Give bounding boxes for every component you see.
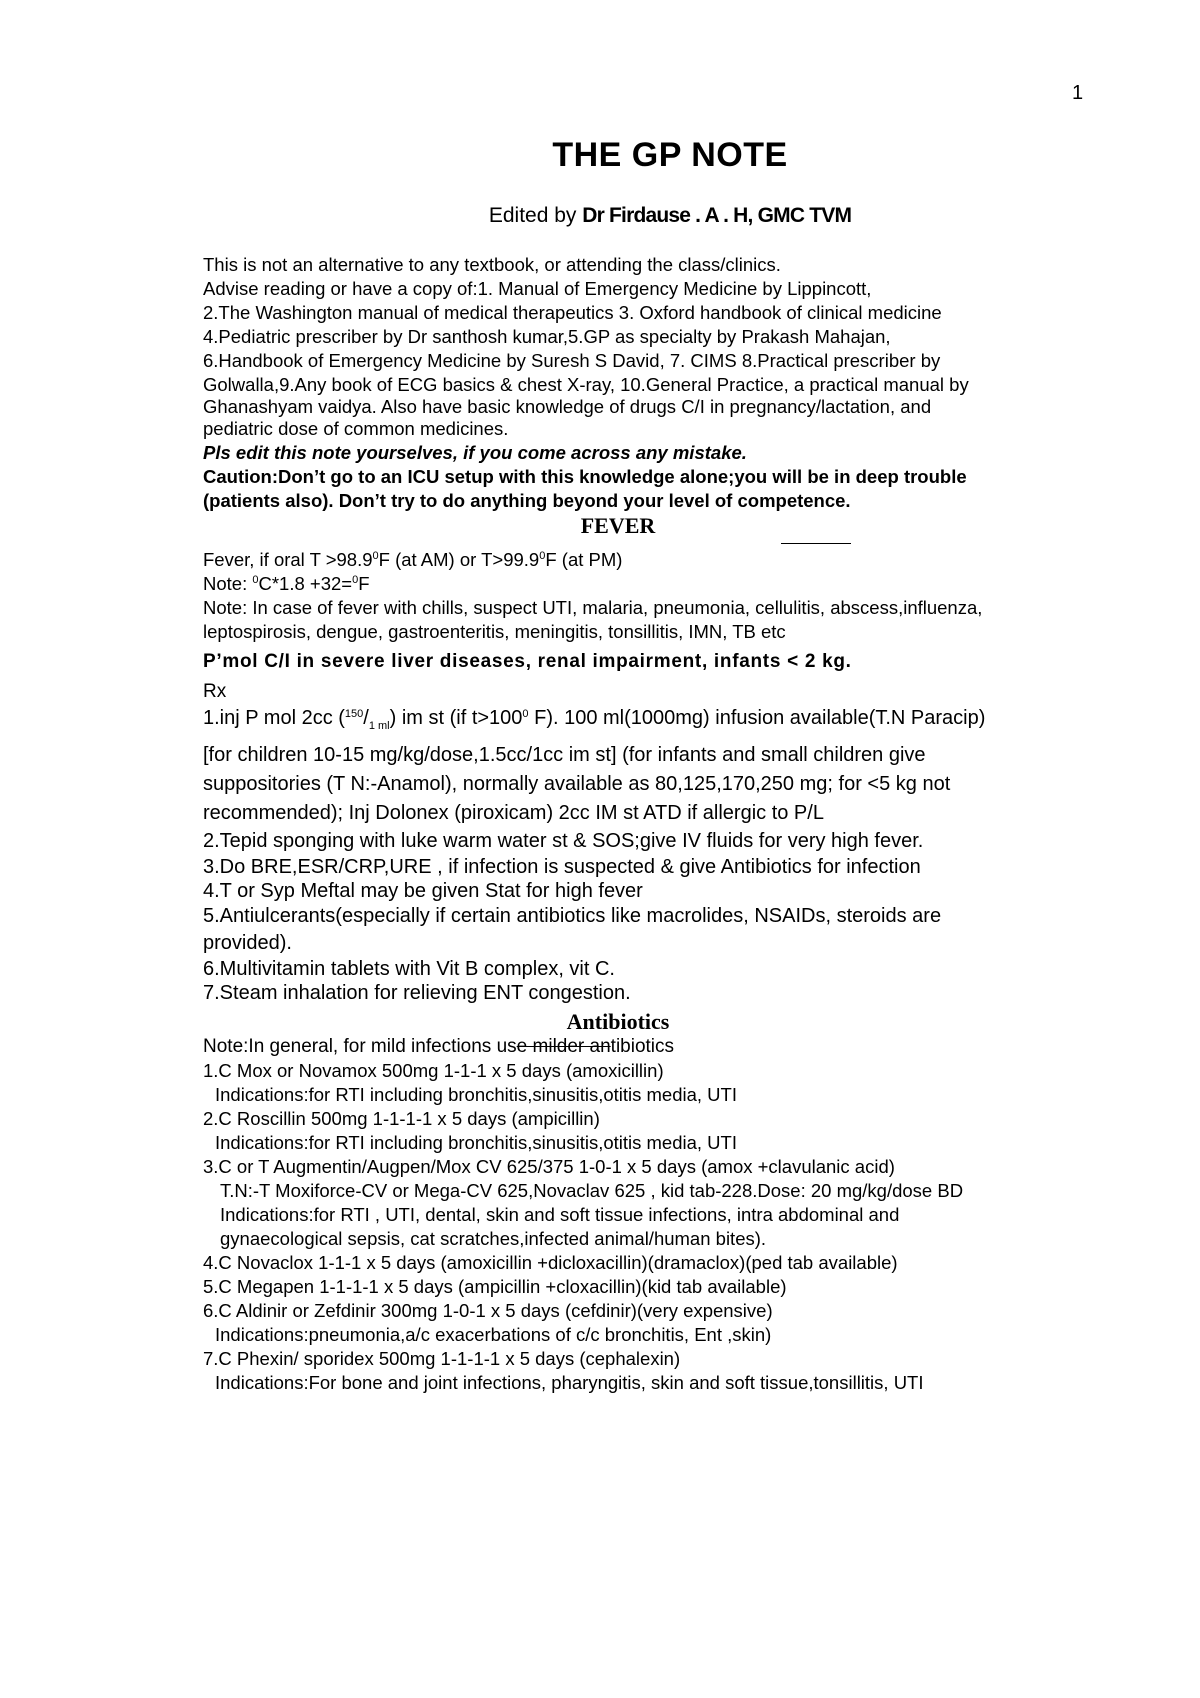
intro-line: 2.The Washington manual of medical therapeutics 3. Oxford handbook of clinical medicine: [203, 302, 942, 323]
treatment-item: 6.Multivitamin tablets with Vit B complex, vit C.: [203, 958, 615, 980]
fever-note-line: leptospirosis, dengue, gastroenteritis, meningitis, tonsillitis, IMN, TB etc: [203, 621, 786, 642]
page-number: 1: [1072, 82, 1084, 104]
intro-line: Ghanashyam vaidya. Also have basic knowledge of drugs C/I in pregnancy/lactation, and: [203, 396, 932, 417]
antibiotic-detail: Indications:for RTI , UTI, dental, skin and soft tissue infections, intra abdominal and: [220, 1204, 900, 1225]
editor-name: Dr Firdause . A . H, GMC TVM: [582, 204, 852, 227]
antibiotic-item: 1.C Mox or Novamox 500mg 1-1-1 x 5 days (amoxicillin): [203, 1060, 664, 1081]
fever-note-line: Note: In case of fever with chills, suspect UTI, malaria, pneumonia, cellulitis, abscess,influenza,: [203, 597, 983, 618]
text-run: F). 100 ml(1000mg) infusion available(T.N Paracip): [528, 707, 986, 729]
intro-line: Golwalla,9.Any book of ECG basics & chest X-ray, 10.General Practice, a practical manual by: [203, 374, 969, 395]
antibiotic-detail: Indications:pneumonia,a/c exacerbations of c/c bronchitis, Ent ,skin): [215, 1324, 772, 1345]
document-body: [203, 253, 1103, 1395]
text-run: F (at AM) or T>99.9: [378, 549, 540, 570]
antibiotic-item: 7.C Phexin/ sporidex 500mg 1-1-1-1 x 5 days (cephalexin): [203, 1348, 681, 1369]
text-run: tibiotics: [610, 1036, 675, 1057]
intro-line: This is not an alternative to any textbook, or attending the class/clinics.: [203, 254, 781, 275]
superscript: 0: [539, 550, 546, 562]
fever-treatment-list: [203, 704, 1103, 1005]
heading-underline: [781, 543, 851, 544]
superscript: 0: [352, 574, 359, 586]
antibiotic-item: 2.C Roscillin 500mg 1-1-1-1 x 5 days (ampicillin): [203, 1108, 600, 1129]
intro-line: 6.Handbook of Emergency Medicine by Suresh S David, 7. CIMS 8.Practical prescriber by: [203, 350, 941, 371]
antibiotic-detail: gynaecological sepsis, cat scratches,infected animal/human bites).: [220, 1228, 767, 1249]
text-run: /: [363, 707, 369, 729]
editor-prefix: Edited by: [488, 204, 583, 227]
text-run: Note:: [203, 573, 253, 594]
treatment-item: 5.Antiulcerants(especially if certain antibiotics like macrolides, NSAIDs, steroids are: [203, 905, 942, 927]
treatment-item: [203, 704, 1103, 741]
caution-line: Caution:Don’t go to an ICU setup with this knowledge alone;you will be in deep trouble: [203, 466, 967, 487]
treatment-item-continued: suppositories (T N:-Anamol), normally available as 80,125,170,250 mg; for <5 kg not: [203, 773, 951, 795]
text-run: 1.inj P mol 2cc (: [203, 707, 345, 729]
text-run: ) im st (if t>100: [389, 707, 523, 729]
superscript: 0: [372, 550, 379, 562]
document-title: THE GP NOTE: [552, 136, 788, 174]
fever-definition: [203, 548, 1103, 572]
treatment-item: 4.T or Syp Meftal may be given Stat for high fever: [203, 880, 643, 902]
treatment-item: 7.Steam inhalation for relieving ENT congestion.: [203, 982, 631, 1004]
treatment-item: 3.Do BRE,ESR/CRP,URE , if infection is suspected & give Antibiotics for infection: [203, 856, 921, 878]
antibiotic-item: 4.C Novaclox 1-1-1 x 5 days (amoxicillin +dicloxacillin)(dramaclox)(ped tab available): [203, 1252, 898, 1273]
antibiotic-detail: T.N:-T Moxiforce-CV or Mega-CV 625,Novaclav 625 , kid tab-228.Dose: 20 mg/kg/dose BD: [220, 1180, 964, 1201]
temperature-conversion: [203, 572, 1103, 596]
intro-line: pediatric dose of common medicines.: [203, 418, 509, 439]
text-run: C*1.8 +32=: [258, 573, 353, 594]
superscript: 0: [252, 574, 259, 586]
antibiotic-item: 5.C Megapen 1-1-1-1 x 5 days (ampicillin +cloxacillin)(kid tab available): [203, 1276, 787, 1297]
treatment-item-continued: provided).: [203, 932, 292, 954]
intro-line: 4.Pediatric prescriber by Dr santhosh kumar,5.GP as specialty by Prakash Mahajan,: [203, 326, 891, 347]
rx-label: Rx: [203, 681, 227, 702]
struck-text: e milder an: [516, 1036, 611, 1057]
superscript: 0: [522, 708, 529, 720]
antibiotic-detail: Indications:for RTI including bronchitis,sinusitis,otitis media, UTI: [215, 1084, 737, 1105]
text-run: F (at PM): [545, 549, 623, 570]
treatment-item-continued: [for children 10-15 mg/kg/dose,1.5cc/1cc im st] (for infants and small children give: [203, 744, 926, 766]
pmol-warning: P’mol C/I in severe liver diseases, renal impairment, infants < 2 kg.: [203, 651, 852, 672]
intro-section: [203, 253, 1103, 441]
text-run: F: [358, 573, 370, 594]
fever-heading: FEVER: [580, 513, 656, 538]
subscript: 1 ml: [368, 720, 390, 732]
antibiotics-note: [203, 1035, 1103, 1059]
intro-line: Advise reading or have a copy of:1. Manual of Emergency Medicine by Lippincott,: [203, 278, 872, 299]
edit-request: Pls edit this note yourselves, if you come across any mistake.: [203, 442, 747, 463]
caution-line: (patients also). Don’t try to do anything beyond your level of competence.: [203, 490, 851, 511]
antibiotic-item: 6.C Aldinir or Zefdinir 300mg 1-0-1 x 5 days (cefdinir)(very expensive): [203, 1300, 773, 1321]
text-run: Note:In general, for mild infections us: [203, 1036, 517, 1057]
superscript: 150: [344, 708, 364, 720]
antibiotic-detail: Indications:For bone and joint infections, pharyngitis, skin and soft tissue,tonsillitis, UTI: [215, 1372, 924, 1393]
treatment-item: 2.Tepid sponging with luke warm water st & SOS;give IV fluids for very high fever.: [203, 830, 924, 852]
antibiotics-section: [203, 1009, 1103, 1395]
antibiotics-heading: Antibiotics: [566, 1009, 670, 1034]
fever-section: [203, 513, 1103, 1005]
antibiotics-list: [203, 1059, 1103, 1395]
editor-line: [0, 204, 1200, 228]
antibiotic-detail: Indications:for RTI including bronchitis,sinusitis,otitis media, UTI: [215, 1132, 737, 1153]
antibiotic-item: 3.C or T Augmentin/Augpen/Mox CV 625/375 1-0-1 x 5 days (amox +clavulanic acid): [203, 1156, 895, 1177]
treatment-item-continued: recommended); Inj Dolonex (piroxicam) 2cc IM st ATD if allergic to P/L: [203, 802, 824, 824]
text-run: Fever, if oral T >98.9: [203, 549, 373, 570]
